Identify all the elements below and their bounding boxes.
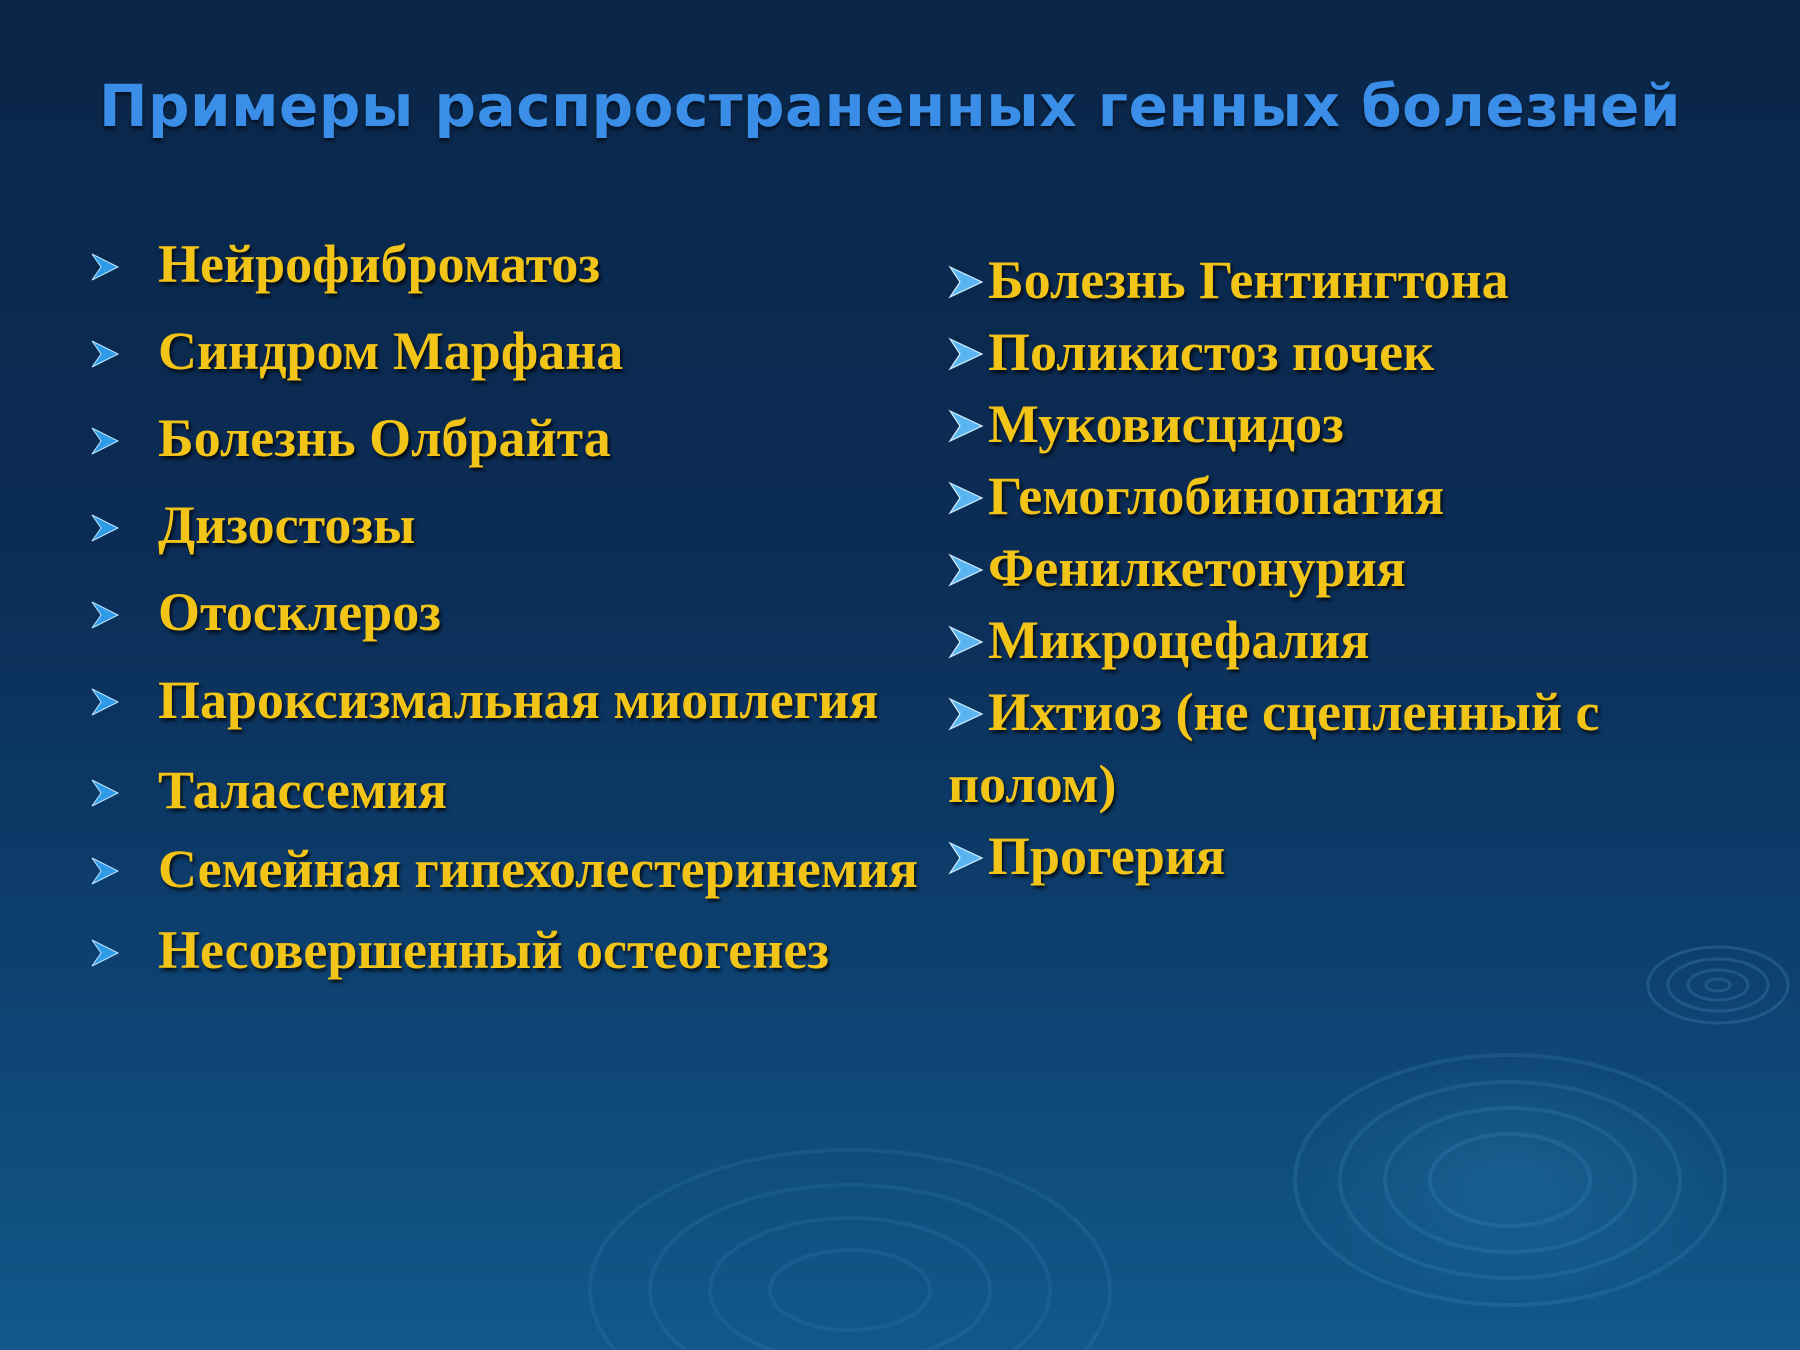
list-item [88,758,928,822]
arrowhead-icon [90,600,120,630]
list-item-label: Болезнь Олбрайта [158,408,611,468]
arrowhead-icon [948,840,984,876]
list-item-label: Муковисцидоз [988,394,1344,454]
list-item [948,316,1748,388]
list-item [948,244,1748,316]
arrowhead-icon [90,938,120,968]
list-item [948,460,1748,532]
arrowhead-icon [948,624,984,660]
arrowhead-icon [90,426,120,456]
list-item-label: Прогерия [988,826,1226,886]
list-item [88,232,928,296]
list-item [88,406,928,470]
list-item-label: Дизостозы [158,495,416,555]
left-disease-list [88,232,928,982]
arrowhead-icon [948,264,984,300]
arrowhead-icon [948,408,984,444]
list-item-label: Семейная гипехолестеринемия [158,839,918,899]
list-item-label: Синдром Марфана [158,321,624,381]
list-item-label: Нейрофиброматоз [158,234,601,294]
slide-title: Примеры распространенных генных болезней [98,72,1682,140]
list-item [948,532,1748,604]
right-disease-list [948,244,1748,892]
arrowhead-icon [90,856,120,886]
list-item-label: Микроцефалия [988,610,1370,670]
list-item [88,319,928,383]
arrowhead-icon [90,513,120,543]
arrowhead-icon [948,696,984,732]
arrowhead-icon [948,552,984,588]
list-item-label: Несовершенный остеогенез [158,920,829,980]
arrowhead-icon [90,339,120,369]
list-item [88,836,928,902]
list-item-label: Гемоглобинопатия [988,466,1445,526]
list-item [88,667,928,733]
arrowhead-icon [90,687,120,717]
arrowhead-icon [948,480,984,516]
arrowhead-icon [90,252,120,282]
list-item [88,493,928,557]
list-item [948,820,1748,892]
list-item [948,604,1748,676]
list-item [948,676,1748,820]
arrowhead-icon [948,336,984,372]
list-item-label: Болезнь Гентингтона [988,250,1509,310]
list-item-label: Фенилкетонурия [988,538,1406,598]
list-item-label: Отосклероз [158,582,441,642]
list-item-label: Ихтиоз (не сцепленный с полом) [948,682,1600,814]
list-item [948,388,1748,460]
list-item-label: Поликистоз почек [988,322,1435,382]
list-item [88,918,928,982]
arrowhead-icon [90,778,120,808]
list-item-label: Пароксизмальная миоплегия [158,670,879,730]
list-item [88,580,928,644]
list-item-label: Талассемия [158,760,448,820]
